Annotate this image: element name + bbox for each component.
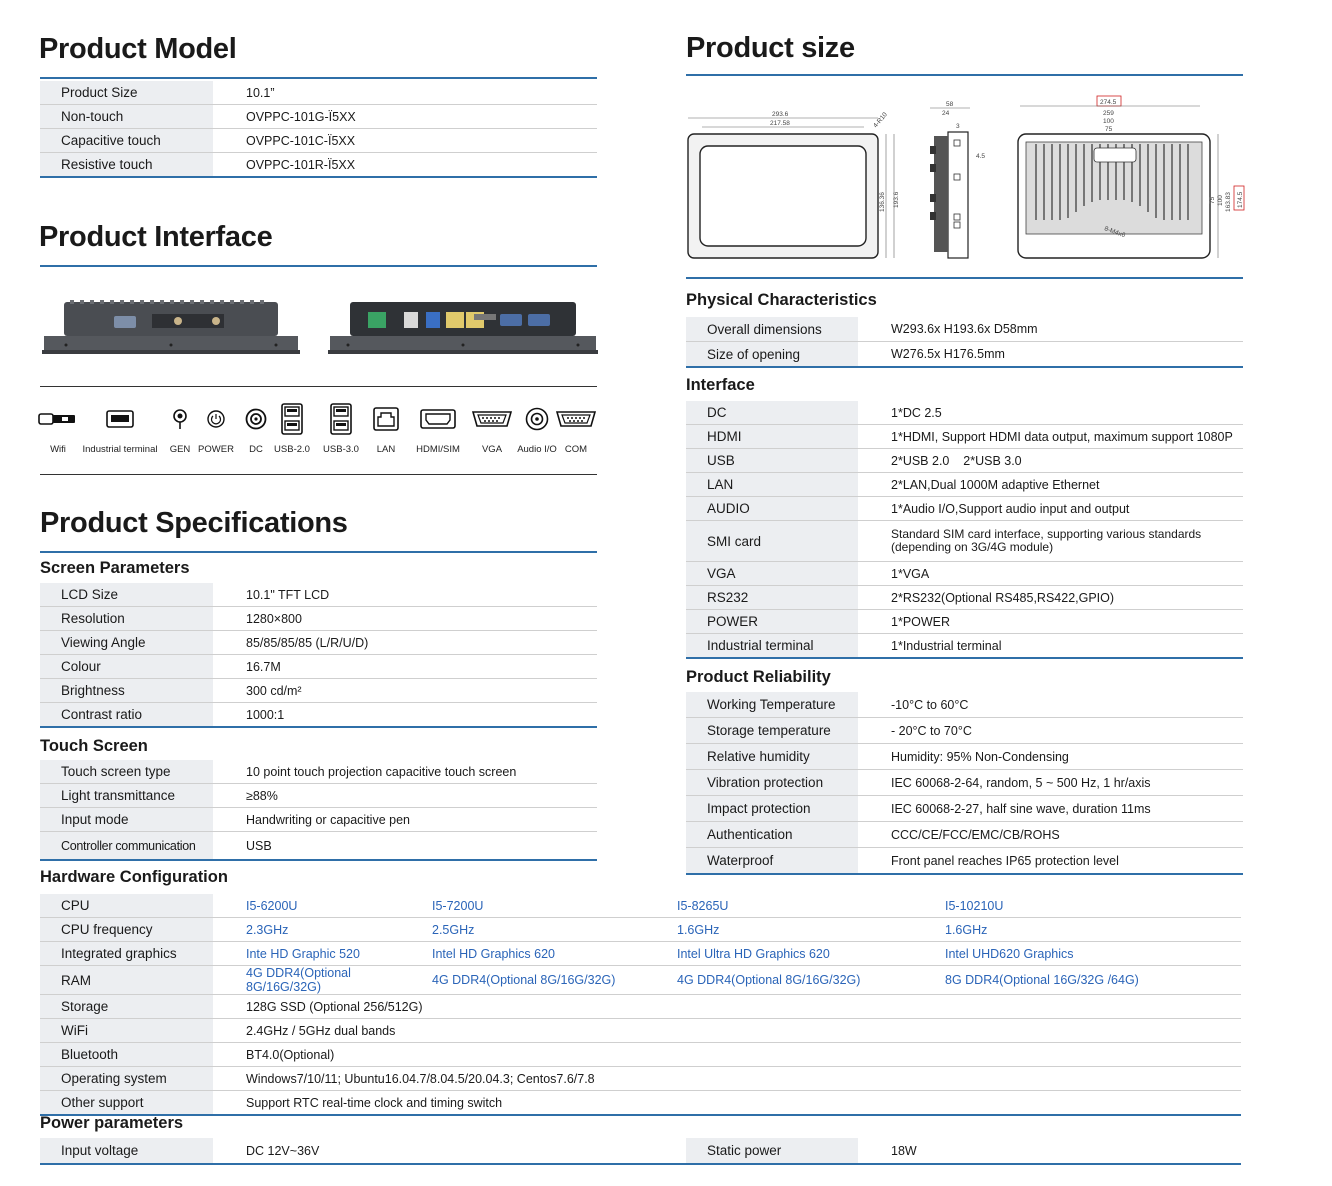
interface-item <box>38 404 78 455</box>
row-value: 2.5GHz <box>428 918 673 942</box>
reliability-table <box>686 692 1243 875</box>
table-row <box>40 808 597 832</box>
table-row <box>40 105 597 129</box>
row-key: CPU <box>40 894 213 918</box>
row-key: Brightness <box>40 679 213 703</box>
row-key: Contrast ratio <box>40 703 213 728</box>
gen-icon <box>172 408 188 433</box>
row-key: Resistive touch <box>40 153 213 178</box>
row-value: 1.6GHz <box>941 918 1241 942</box>
interface-label: USB-2.0 <box>274 444 310 455</box>
row-key: CPU frequency <box>40 918 213 942</box>
row-value: Humidity: 95% Non-Condensing <box>858 744 1243 770</box>
table-row <box>40 760 597 784</box>
interface-label: HDMI/SIM <box>416 444 460 455</box>
product-model-title: Product Model <box>39 33 237 65</box>
interface-label: COM <box>564 444 588 455</box>
table-row <box>40 703 597 728</box>
row-key: Resolution <box>40 607 213 631</box>
row-key: Size of opening <box>686 342 858 368</box>
row-value: 4G DDR4(Optional 8G/16G/32G) <box>673 966 941 995</box>
interface-item <box>270 404 314 455</box>
row-value: OVPPC-101G-Ï5XX <box>213 105 597 129</box>
power-table <box>40 1138 1241 1165</box>
dimension-drawing <box>686 94 1246 266</box>
interface-item <box>77 404 163 455</box>
row-key: Product Size <box>40 81 213 105</box>
row-key: Storage temperature <box>686 718 858 744</box>
interface-item <box>412 404 464 455</box>
row-value: Intel Ultra HD Graphics 620 <box>673 942 941 966</box>
table-row <box>686 497 1243 521</box>
row-value: I5-7200U <box>428 894 673 918</box>
usb3-icon <box>330 403 352 438</box>
side-view <box>930 101 985 258</box>
row-value: 16.7M <box>213 655 597 679</box>
row-value: 2*RS232(Optional RS485,RS422,GPIO) <box>858 586 1243 610</box>
table-row <box>686 401 1243 425</box>
touch-screen-table <box>40 760 597 861</box>
row-value: 2*LAN,Dual 1000M adaptive Ethernet <box>858 473 1243 497</box>
interface-item <box>194 404 238 455</box>
interface-label: USB-3.0 <box>323 444 359 455</box>
row-value: 10 point touch projection capacitive touch screen <box>213 760 597 784</box>
row-value: 128G SSD (Optional 256/512G) <box>213 995 1241 1019</box>
table-row <box>40 607 597 631</box>
row-key: Authentication <box>686 822 858 848</box>
interface-label: GEN <box>169 444 191 455</box>
row-value: W276.5x H176.5mm <box>858 342 1243 368</box>
row-value: 8G DDR4(Optional 16G/32G /64G) <box>941 966 1241 995</box>
row-value: Intel HD Graphics 620 <box>428 942 673 966</box>
dim-label: 3 <box>956 123 960 130</box>
interface-label: Audio I/O <box>517 444 557 455</box>
device-right-io-image <box>328 300 598 358</box>
dim-label: 8-M4x6 <box>1103 225 1127 240</box>
row-value: USB <box>213 832 597 861</box>
product-size-title: Product size <box>686 32 855 64</box>
table-row <box>40 918 1241 942</box>
table-row <box>40 966 1241 995</box>
row-value: -10°C to 60°C <box>858 692 1243 718</box>
back-view <box>1018 96 1244 258</box>
row-key: AUDIO <box>686 497 858 521</box>
table-row <box>686 634 1243 659</box>
row-key: HDMI <box>686 425 858 449</box>
row-value: IEC 60068-2-27, half sine wave, duration 11ms <box>858 796 1243 822</box>
divider <box>40 474 597 475</box>
hardware-table <box>40 894 1241 1116</box>
row-value: 1*Audio I/O,Support audio input and output <box>858 497 1243 521</box>
row-key: Colour <box>40 655 213 679</box>
interface-item <box>243 404 269 455</box>
dim-label: 174.5 <box>1237 191 1244 208</box>
interface-item <box>556 404 596 455</box>
dim-label: 100 <box>1217 195 1224 206</box>
table-row <box>686 744 1243 770</box>
row-value: 4G DDR4(Optional 8G/16G/32G) <box>213 966 428 995</box>
row-value: Intel UHD620 Graphics <box>941 942 1241 966</box>
table-row <box>40 153 597 178</box>
dim-label: 75 <box>1209 196 1216 204</box>
row-key: VGA <box>686 562 858 586</box>
product-reliability-heading: Product Reliability <box>686 668 831 686</box>
table-row <box>686 521 1243 562</box>
row-key: DC <box>686 401 858 425</box>
row-value: 1*DC 2.5 <box>858 401 1243 425</box>
row-value: Handwriting or capacitive pen <box>213 808 597 832</box>
row-key: Waterproof <box>686 848 858 875</box>
table-row <box>40 784 597 808</box>
dim-label: 274.5 <box>1100 99 1117 106</box>
row-value: OVPPC-101R-Ï5XX <box>213 153 597 178</box>
row-value: ≥88% <box>213 784 597 808</box>
row-key: Light transmittance <box>40 784 213 808</box>
row-key: Touch screen type <box>40 760 213 784</box>
wifi-antenna-icon <box>38 412 78 429</box>
power-parameters-heading: Power parameters <box>40 1114 184 1132</box>
dim-label: 293.6 <box>772 111 789 118</box>
interface-label: DC <box>249 444 263 455</box>
dim-label: 75 <box>1105 126 1113 133</box>
dim-label: 4-R10 <box>872 111 889 130</box>
row-value: 1280×800 <box>213 607 597 631</box>
table-row <box>40 81 597 105</box>
power-icon <box>206 409 226 432</box>
com-icon <box>556 409 596 432</box>
row-value: 85/85/85/85 (L/R/U/D) <box>213 631 597 655</box>
row-value: 1000:1 <box>213 703 597 728</box>
row-key: Vibration protection <box>686 770 858 796</box>
hdmi-sim-icon <box>420 409 456 432</box>
row-key: Other support <box>40 1091 213 1116</box>
dim-label: 259 <box>1103 110 1114 117</box>
divider <box>40 77 597 79</box>
table-row <box>686 425 1243 449</box>
industrial-terminal-icon <box>106 409 134 432</box>
row-value: 2.3GHz <box>213 918 428 942</box>
row-key: Bluetooth <box>40 1043 213 1067</box>
table-row <box>40 583 597 607</box>
interface-icon-row <box>40 404 598 464</box>
row-key: Overall dimensions <box>686 317 858 342</box>
table-row <box>686 449 1243 473</box>
interface-item <box>472 404 512 455</box>
dim-label: 4.5 <box>976 153 986 160</box>
screen-parameters-heading: Screen Parameters <box>40 559 190 577</box>
screen-parameters-table <box>40 583 597 728</box>
row-value: 300 cd/m² <box>213 679 597 703</box>
row-value: Inte HD Graphic 520 <box>213 942 428 966</box>
table-row <box>40 1019 1241 1043</box>
table-row <box>40 942 1241 966</box>
row-key: SMI card <box>686 521 858 562</box>
row-value: 10.1" TFT LCD <box>213 583 597 607</box>
row-value: DC 12V~36V <box>213 1138 686 1164</box>
table-row <box>40 894 1241 918</box>
physical-table <box>686 317 1243 368</box>
row-value: BT4.0(Optional) <box>213 1043 1241 1067</box>
divider <box>686 277 1243 279</box>
table-row <box>40 1043 1241 1067</box>
device-left-io-image <box>40 300 302 358</box>
row-key: USB <box>686 449 858 473</box>
table-row <box>686 586 1243 610</box>
divider <box>40 386 597 387</box>
product-model-table <box>40 81 597 178</box>
row-value: 1*POWER <box>858 610 1243 634</box>
table-row <box>686 610 1243 634</box>
row-key: Controller communication <box>40 832 213 861</box>
physical-characteristics-heading: Physical Characteristics <box>686 291 877 309</box>
row-key: Operating system <box>40 1067 213 1091</box>
table-row <box>40 631 597 655</box>
table-row <box>686 718 1243 744</box>
row-key: Integrated graphics <box>40 942 213 966</box>
row-value: W293.6x H193.6x D58mm <box>858 317 1243 342</box>
table-row <box>686 770 1243 796</box>
interface-item <box>370 404 402 455</box>
row-value: 2*USB 2.0 2*USB 3.0 <box>858 449 1243 473</box>
dim-label: 24 <box>942 110 950 117</box>
interface-table <box>686 401 1243 659</box>
table-row <box>686 848 1243 875</box>
interface-item <box>167 404 193 455</box>
interface-label: VGA <box>481 444 503 455</box>
lan-icon <box>373 407 399 434</box>
row-key: WiFi <box>40 1019 213 1043</box>
row-value: Windows7/10/11; Ubuntu16.04.7/8.04.5/20.04.3; Centos7.6/7.8 <box>213 1067 1241 1091</box>
row-value: 2.4GHz / 5GHz dual bands <box>213 1019 1241 1043</box>
table-row <box>686 692 1243 718</box>
interface-item <box>319 404 363 455</box>
table-row <box>686 317 1243 342</box>
row-value: Front panel reaches IP65 protection level <box>858 848 1243 875</box>
row-value: I5-8265U <box>673 894 941 918</box>
row-key: Storage <box>40 995 213 1019</box>
product-interface-title: Product Interface <box>39 221 273 253</box>
hardware-configuration-heading: Hardware Configuration <box>40 868 228 886</box>
interface-label: Industrial terminal <box>82 444 158 455</box>
table-row <box>40 129 597 153</box>
dim-label: 193.6 <box>893 191 900 208</box>
row-key: Viewing Angle <box>40 631 213 655</box>
row-key: LAN <box>686 473 858 497</box>
audio-io-icon <box>525 407 549 434</box>
interface-heading: Interface <box>686 376 755 394</box>
row-key: Impact protection <box>686 796 858 822</box>
table-row <box>40 1138 1241 1164</box>
table-row <box>686 473 1243 497</box>
row-value: I5-10210U <box>941 894 1241 918</box>
row-value: IEC 60068-2-64, random, 5 ~ 500 Hz, 1 hr/axis <box>858 770 1243 796</box>
row-key: RS232 <box>686 586 858 610</box>
row-key: Working Temperature <box>686 692 858 718</box>
front-view <box>688 111 900 258</box>
row-value: 1*HDMI, Support HDMI data output, maximum support 1080P <box>858 425 1243 449</box>
row-value: OVPPC-101C-Ï5XX <box>213 129 597 153</box>
row-value: Support RTC real-time clock and timing switch <box>213 1091 1241 1116</box>
usb2-icon <box>281 403 303 438</box>
interface-item <box>514 404 560 455</box>
touch-screen-heading: Touch Screen <box>40 737 148 755</box>
row-key: POWER <box>686 610 858 634</box>
dim-label: 163.83 <box>1225 192 1232 212</box>
table-row <box>40 1091 1241 1116</box>
row-key: Input voltage <box>40 1138 213 1164</box>
table-row <box>40 995 1241 1019</box>
divider <box>686 74 1243 76</box>
row-value: 1*VGA <box>858 562 1243 586</box>
table-row <box>686 342 1243 368</box>
table-row <box>686 562 1243 586</box>
row-value: - 20°C to 70°C <box>858 718 1243 744</box>
dim-label: 136.36 <box>879 192 886 212</box>
row-key: Capacitive touch <box>40 129 213 153</box>
table-row <box>686 796 1243 822</box>
vga-icon <box>472 409 512 432</box>
row-key: Static power <box>686 1138 858 1164</box>
table-row <box>40 832 597 861</box>
dc-jack-icon <box>245 408 267 433</box>
interface-label: Wifi <box>50 444 66 455</box>
row-key: Non-touch <box>40 105 213 129</box>
divider <box>40 265 597 267</box>
table-row <box>40 655 597 679</box>
row-value: 18W <box>858 1138 1241 1164</box>
dim-label: 217.58 <box>770 120 790 127</box>
row-value: CCC/CE/FCC/EMC/CB/ROHS <box>858 822 1243 848</box>
row-value: 1*Industrial terminal <box>858 634 1243 659</box>
row-value: 4G DDR4(Optional 8G/16G/32G) <box>428 966 673 995</box>
row-value: Standard SIM card interface, supporting various standards (depending on 3G/4G module) <box>858 521 1243 562</box>
dim-label: 100 <box>1103 118 1114 125</box>
interface-label: LAN <box>376 444 396 455</box>
row-key: Relative humidity <box>686 744 858 770</box>
row-key: LCD Size <box>40 583 213 607</box>
row-key: Input mode <box>40 808 213 832</box>
dim-label: 58 <box>946 101 954 108</box>
product-specifications-title: Product Specifications <box>40 507 348 539</box>
row-value: 10.1” <box>213 81 597 105</box>
table-row <box>40 679 597 703</box>
row-value: 1.6GHz <box>673 918 941 942</box>
row-value: I5-6200U <box>213 894 428 918</box>
row-key: RAM <box>40 966 213 995</box>
table-row <box>686 822 1243 848</box>
row-key: Industrial terminal <box>686 634 858 659</box>
table-row <box>40 1067 1241 1091</box>
interface-label: POWER <box>198 444 234 455</box>
divider <box>40 551 597 553</box>
